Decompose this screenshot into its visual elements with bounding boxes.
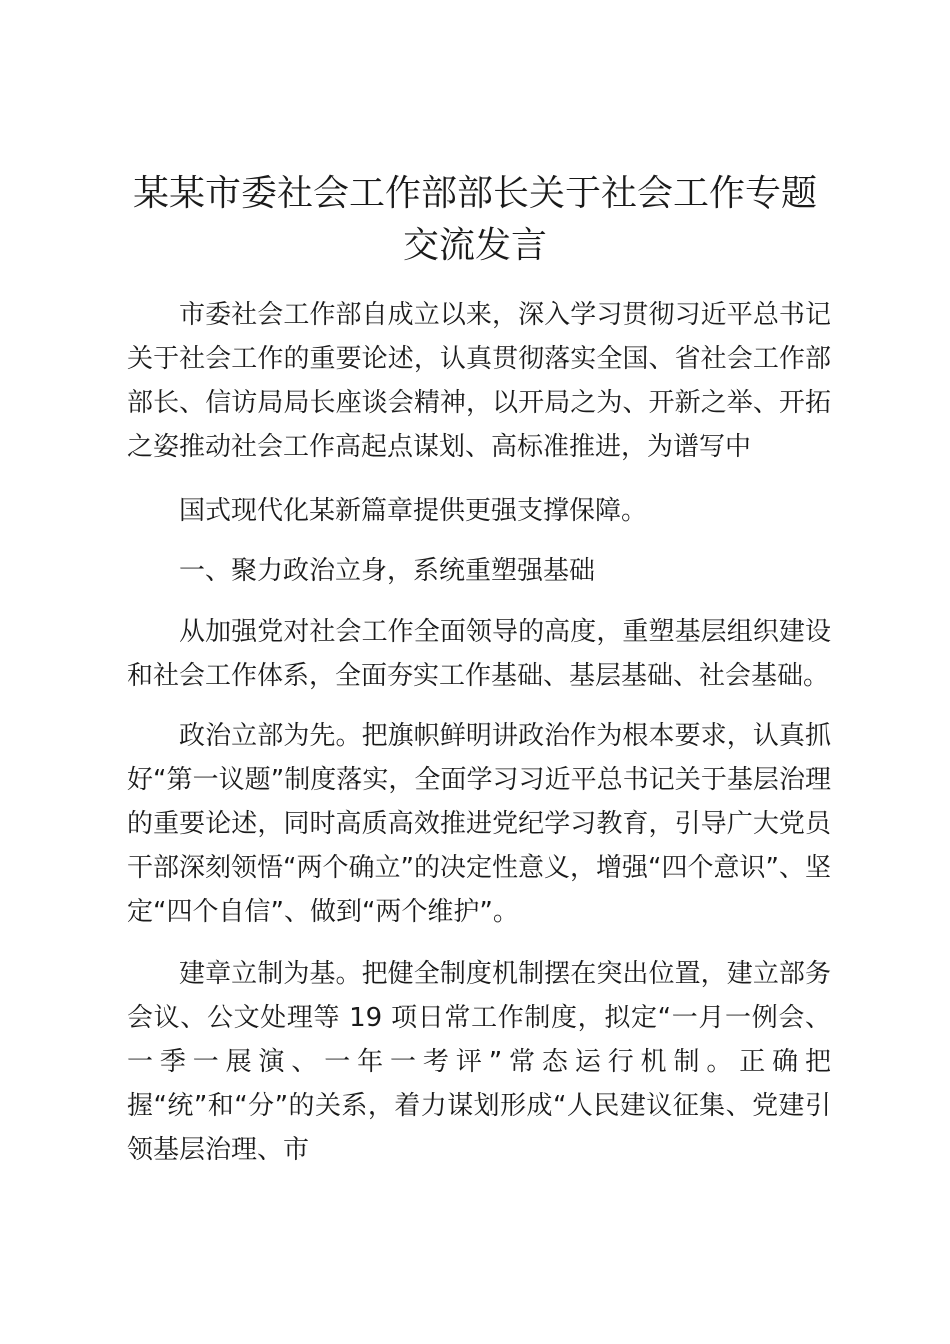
paragraph-intro-continued: 国式现代化某新篇章提供更强支撑保障。 xyxy=(179,496,648,526)
paragraph-institution-building: 建章立制为基。把健全制度机制摆在突出位置，建立部务会议、公文处理等 19 项日常工作制度，拟定“一月一例会、一季一展演、一年一考评”常态运行机制。正确把握“统”和“分”的关系，着力谋划形成“人民建议征集、党建引领基层治理、市 xyxy=(127,959,831,1165)
document-title: 某某市委社会工作部部长关于社会工作专题交流发言 xyxy=(132,173,817,266)
section-heading-1: 一、聚力政治立身，系统重塑强基础 xyxy=(179,556,596,586)
paragraph-intro: 市委社会工作部自成立以来，深入学习贯彻习近平总书记关于社会工作的重要论述，认真贯彻落实全国、省社会工作部部长、信访局局长座谈会精神，以开局之为、开新之举、开拓之姿推动社会工作高起点谋划、高标准推进，为谱写中 xyxy=(127,300,831,462)
paragraph-section-1-summary: 从加强党对社会工作全面领导的高度，重塑基层组织建设和社会工作体系，全面夯实工作基础、基层基础、社会基础。 xyxy=(127,617,831,691)
paragraph-political-foundation: 政治立部为先。把旗帜鲜明讲政治作为根本要求，认真抓好“第一议题”制度落实，全面学习习近平总书记关于基层治理的重要论述，同时高质高效推进党纪学习教育，引导广大党员干部深刻领悟“两个确立”的决定性意义，增强“四个意识”、坚定“四个自信”、做到“两个维护”。 xyxy=(127,721,831,927)
